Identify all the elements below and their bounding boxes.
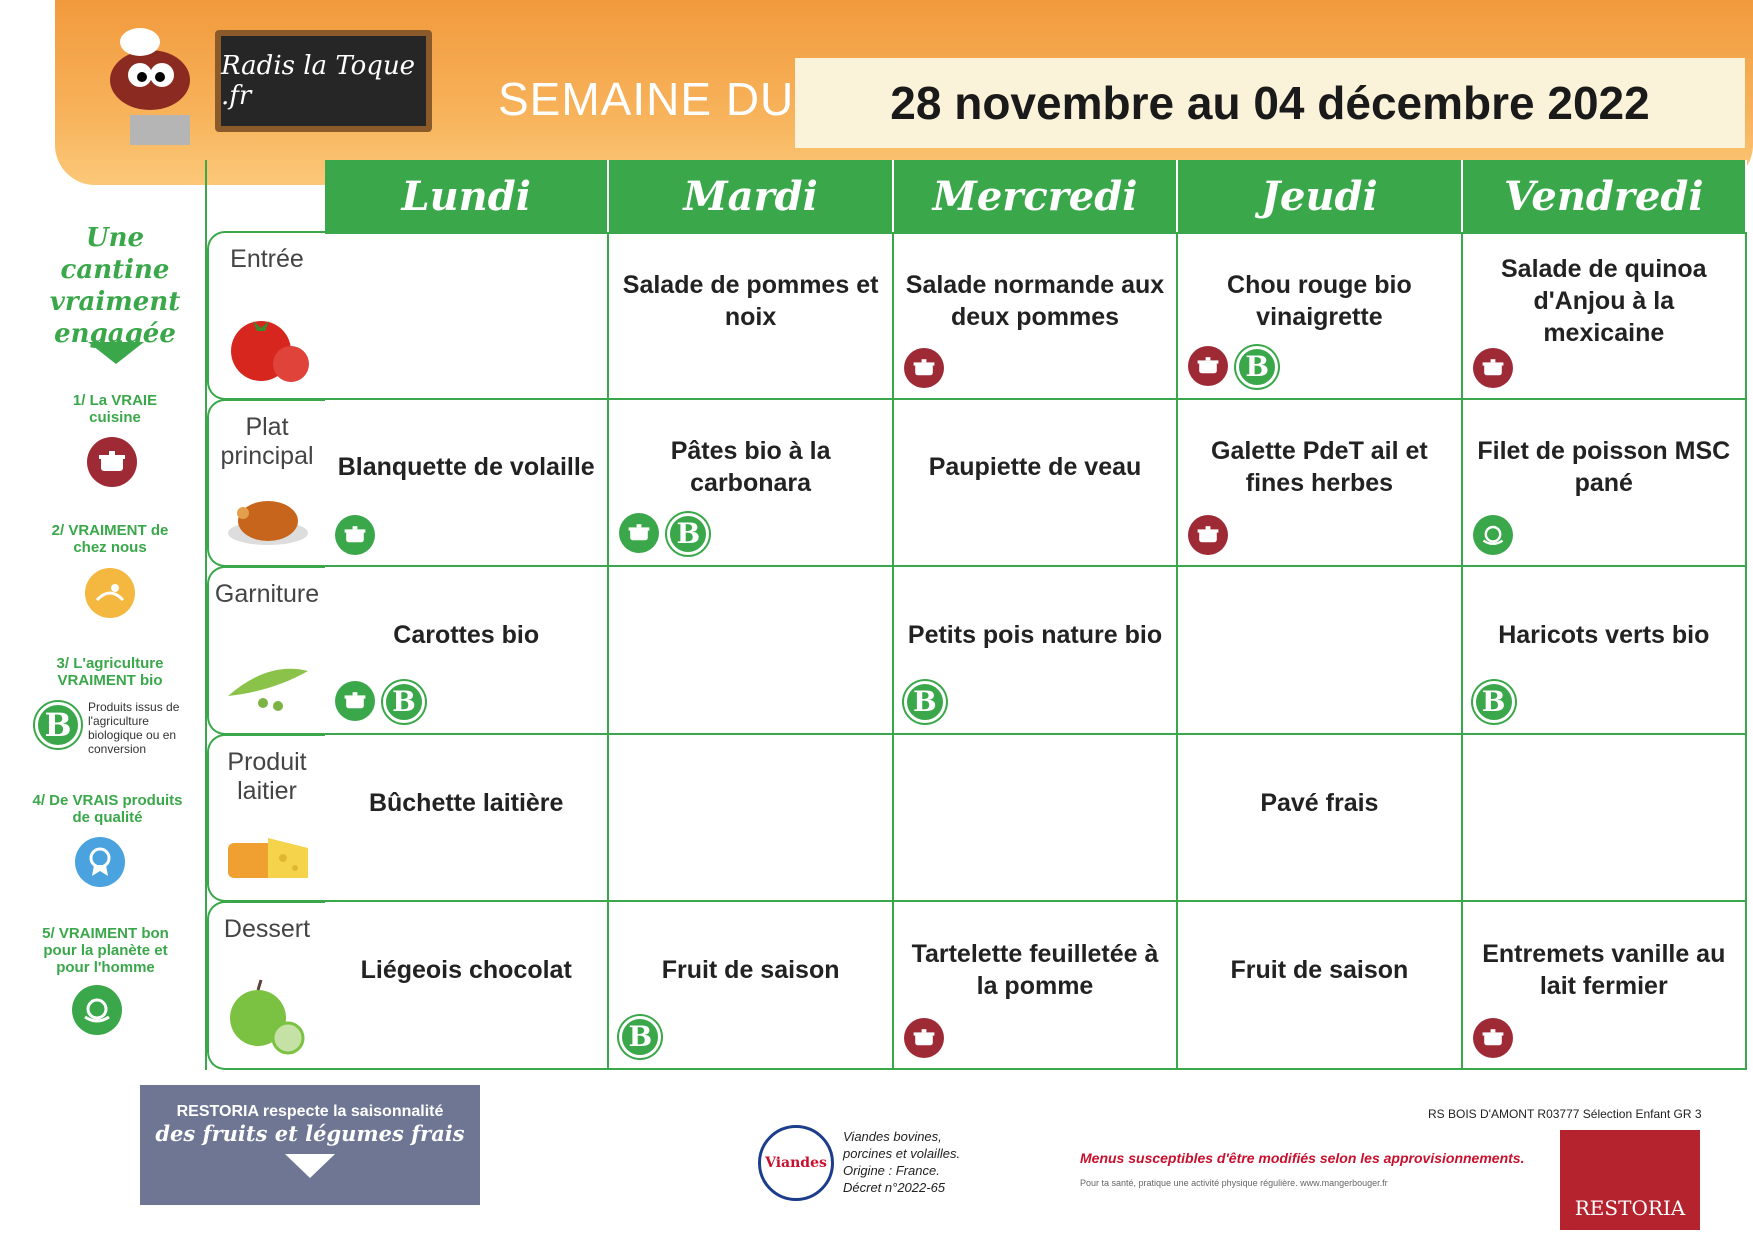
day-header-lundi: Lundi: [325, 160, 609, 232]
cheese-icon: [223, 808, 313, 888]
menu-cell: Galette PdeT ail et fines herbes: [1178, 400, 1462, 568]
bio-note: Produits issus de l'agriculture biologique ou en conversion: [88, 700, 180, 756]
row-label-plat-principal: Plat principal: [207, 399, 325, 568]
peas-icon: [223, 641, 313, 721]
pot-icon: [87, 437, 137, 487]
row-label-produit-laitier: Produit laitier: [207, 734, 325, 903]
pot-icon: [619, 513, 659, 553]
menu-cell: Tartelette feuilletée à la pomme: [894, 902, 1178, 1070]
menu-cell: [609, 735, 893, 903]
bio-b-icon: B: [667, 513, 709, 555]
menu-cell: Blanquette de volaille: [325, 400, 609, 568]
menu-cell: Chou rouge bio vinaigrette B: [1178, 232, 1462, 400]
seasonality-line1: RESTORIA respecte la saisonnalité: [176, 1103, 444, 1120]
pot-icon: [1473, 1018, 1513, 1058]
viandes-francaises-logo: Viandes: [758, 1125, 834, 1201]
bio-b-icon: B: [1236, 346, 1278, 388]
menu-cell: Entremets vanille au lait fermier: [1463, 902, 1747, 1070]
seasonality-line2: des fruits et légumes frais: [155, 1121, 465, 1146]
menu-cell: Fruit de saison B: [609, 902, 893, 1070]
sidebar-item-label: 4/ De VRAIS produits de qualité: [32, 792, 183, 826]
menu-cell: Haricots verts bio B: [1463, 567, 1747, 735]
week-date-range: 28 novembre au 04 décembre 2022: [795, 58, 1745, 148]
apple-icon: [223, 976, 313, 1056]
rs-code: RS BOIS D'AMONT R03777 Sélection Enfant GR 3: [1428, 1107, 1702, 1121]
menu-cell: Bûchette laitière: [325, 735, 609, 903]
row-label-garniture: Garniture: [207, 566, 325, 735]
menu-cell: Filet de poisson MSC pané: [1463, 400, 1747, 568]
chef-mascot-icon: [70, 20, 220, 160]
menu-cell: Salade normande aux deux pommes: [894, 232, 1178, 400]
roast-chicken-icon: [223, 473, 313, 553]
tagline: Une cantine vraiment engagée: [49, 223, 181, 349]
menu-cell: Pavé frais: [1178, 735, 1462, 903]
menu-cell: [1463, 735, 1747, 903]
day-header-mercredi: Mercredi: [894, 160, 1178, 232]
menu-cell: [1178, 567, 1462, 735]
restoria-logo: RESTORIA: [1560, 1130, 1700, 1230]
pot-icon: [1188, 515, 1228, 555]
viandes-origin-text: Viandes bovines, porcines et volailles. Origine : France. Décret n°2022-65: [843, 1129, 961, 1195]
menu-grid: [205, 160, 1747, 1070]
bio-b-icon: B: [383, 681, 425, 723]
menu-cell: [894, 735, 1178, 903]
sante-note: Pour ta santé, pratique une activité physique régulière. www.mangerbouger.fr: [1080, 1178, 1388, 1188]
planet-hands-icon: [1473, 515, 1513, 555]
menu-cell: Petits pois nature bio B: [894, 567, 1178, 735]
bio-b-icon: B: [904, 681, 946, 723]
down-triangle-icon: [88, 342, 144, 364]
quality-ribbon-icon: [75, 837, 125, 887]
menu-cell: Salade de pommes et noix: [609, 232, 893, 400]
sidebar-item-label: 1/ La VRAIE cuisine: [72, 392, 158, 426]
day-header-vendredi: Vendredi: [1463, 160, 1747, 232]
planet-hands-icon: [72, 985, 122, 1035]
bio-b-icon: B: [1473, 681, 1515, 723]
pot-icon: [335, 515, 375, 555]
menu-cell: Carottes bio B: [325, 567, 609, 735]
day-header-mardi: Mardi: [609, 160, 893, 232]
grid-corner: [207, 160, 325, 232]
menu-cell: Liégeois chocolat: [325, 902, 609, 1070]
menu-cell: [325, 232, 609, 400]
sidebar-item-label: 2/ VRAIMENT de chez nous: [51, 522, 169, 556]
menu-cell: Salade de quinoa d'Anjou à la mexicaine: [1463, 232, 1747, 400]
sidebar-item-label: 3/ L'agriculture VRAIMENT bio: [56, 655, 164, 689]
bio-b-icon: B: [619, 1016, 661, 1058]
seasonality-box: [140, 1085, 480, 1205]
row-label-dessert: Dessert: [207, 901, 325, 1070]
semaine-label: SEMAINE DU: [498, 73, 795, 125]
down-triangle-icon: [285, 1154, 335, 1178]
menu-cell: Fruit de saison: [1178, 902, 1462, 1070]
farm-icon: [85, 568, 135, 618]
radis-la-toque-logo: Radis la Toque .fr: [215, 30, 432, 132]
pot-icon: [904, 1018, 944, 1058]
pot-icon: [904, 348, 944, 388]
day-header-jeudi: Jeudi: [1178, 160, 1462, 232]
menu-cell: Pâtes bio à la carbonara B: [609, 400, 893, 568]
menus-note: Menus susceptibles d'être modifiés selon les approvisionnements.: [1080, 1150, 1525, 1166]
pot-icon: [1188, 346, 1228, 386]
row-label-entree: Entrée: [207, 231, 325, 400]
sidebar-item-label: 5/ VRAIMENT bon pour la planète et pour l'homme: [42, 925, 169, 976]
menu-cell: Paupiette de veau: [894, 400, 1178, 568]
tomato-icon: [223, 306, 313, 386]
menu-cell: [609, 567, 893, 735]
pot-icon: [335, 681, 375, 721]
bio-b-icon: B: [35, 702, 81, 748]
pot-icon: [1473, 348, 1513, 388]
